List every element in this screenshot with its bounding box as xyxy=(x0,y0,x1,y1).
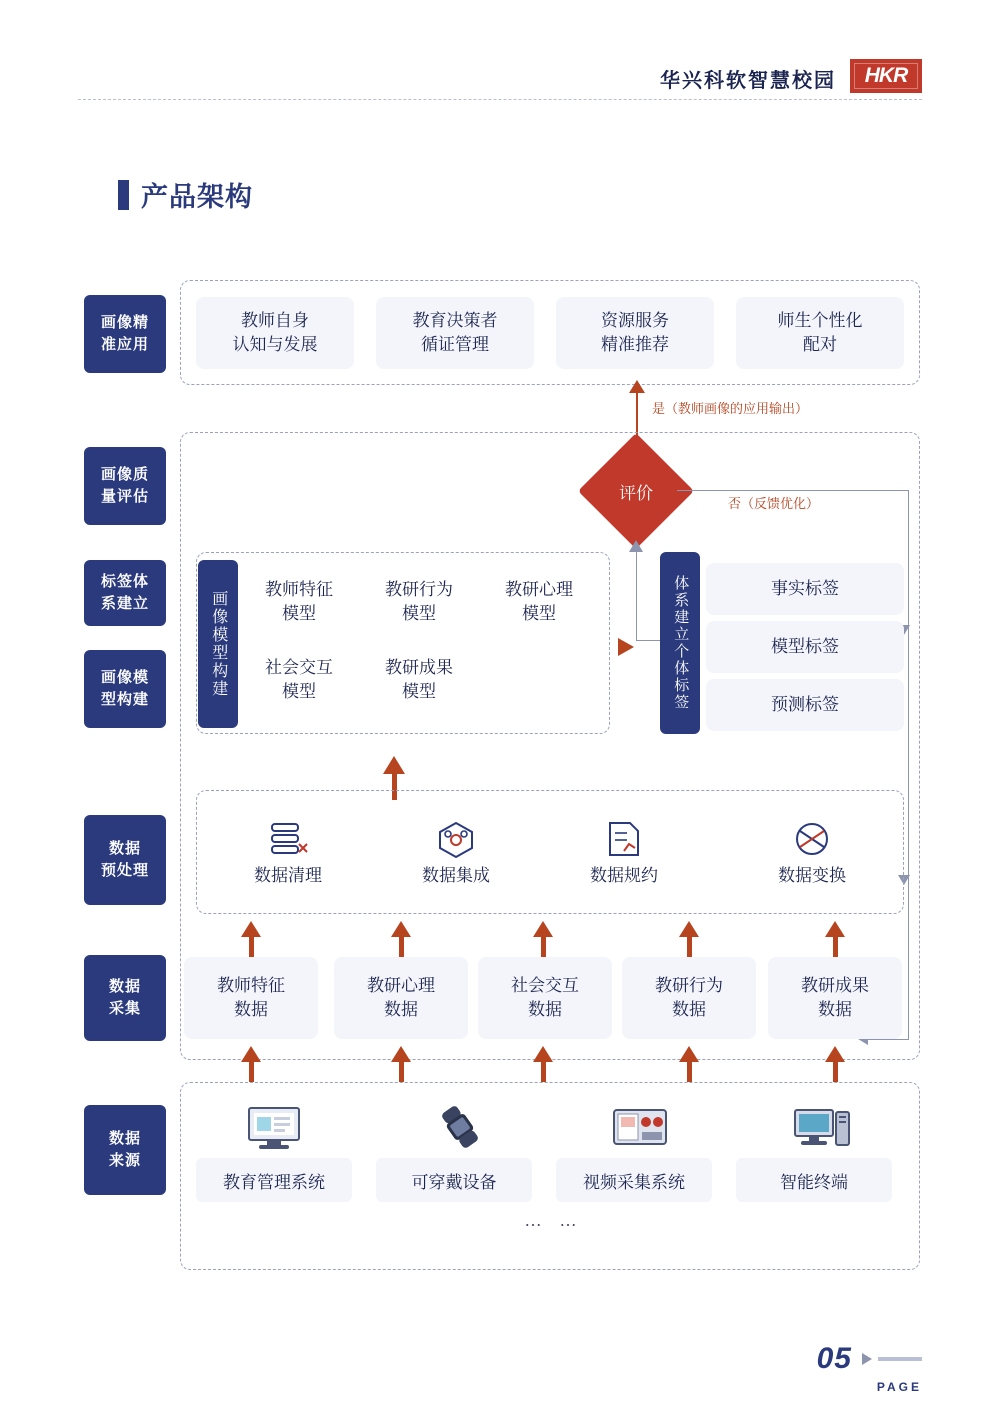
eval-to-apply-arrow xyxy=(629,380,645,393)
source-arrow-3 xyxy=(679,1046,699,1062)
collect-card-0[interactable] xyxy=(184,957,318,1039)
source-card-3-label: 智能终端 xyxy=(780,1172,848,1192)
collect-arrow-2 xyxy=(533,921,553,937)
collect-card-2[interactable] xyxy=(478,957,612,1039)
collect-arrow-line-2 xyxy=(541,935,546,957)
source-arrow-line-3 xyxy=(687,1060,692,1082)
collect-arrow-3 xyxy=(679,921,699,937)
apply-card-1-line1: 教育决策者 xyxy=(412,311,498,331)
apply-card-3[interactable] xyxy=(736,297,904,369)
collect-arrow-line-3 xyxy=(687,935,692,957)
model-vertical-label: 画像模型构建 xyxy=(198,560,238,728)
evaluation-node-label: 评价 xyxy=(619,483,653,503)
tag-to-eval-line xyxy=(636,552,637,640)
collect-card-4-line1: 教研成果 xyxy=(801,976,869,996)
tag-card-0-label: 事实标签 xyxy=(771,579,839,599)
collect-arrow-line-0 xyxy=(249,935,254,957)
collect-card-1-line1: 教研心理 xyxy=(367,976,435,996)
collect-card-3-line2: 数据 xyxy=(672,1000,706,1019)
collect-card-4[interactable] xyxy=(768,957,902,1039)
model-card-4-line2: 模型 xyxy=(402,682,436,701)
preprocess-card-0-label: 数据清理 xyxy=(254,866,322,886)
page-footer xyxy=(817,1342,922,1376)
section-title: 产品架构 xyxy=(141,182,253,212)
section-title-bar xyxy=(118,180,129,210)
model-card-2[interactable] xyxy=(484,570,594,634)
lane-label-apply xyxy=(84,295,166,373)
model-card-1[interactable] xyxy=(364,570,474,634)
preprocess-card-1[interactable] xyxy=(380,806,532,898)
model-card-0[interactable] xyxy=(244,570,354,634)
lane-label-source xyxy=(84,1105,166,1195)
collect-arrow-0 xyxy=(241,921,261,937)
apply-card-0-line1: 教师自身 xyxy=(241,311,309,331)
header-title: 华兴科软智慧校园 xyxy=(660,70,836,92)
lane-label-collect xyxy=(84,955,166,1041)
collect-card-0-line1: 教师特征 xyxy=(217,976,285,996)
source-arrow-line-1 xyxy=(399,1060,404,1082)
source-arrow-4 xyxy=(825,1046,845,1062)
feedback-line-top xyxy=(677,490,909,491)
source-card-2[interactable] xyxy=(556,1158,712,1202)
preprocess-to-model-arrow xyxy=(383,756,405,774)
collect-card-1[interactable] xyxy=(334,957,468,1039)
lane-label-tag-text: 标签体 系建立 xyxy=(100,573,149,612)
model-card-3-line2: 模型 xyxy=(282,682,316,701)
source-card-3[interactable] xyxy=(736,1158,892,1202)
monitor-icon xyxy=(232,1100,316,1154)
source-arrow-1 xyxy=(391,1046,411,1062)
preprocess-card-3-label: 数据变换 xyxy=(778,866,846,886)
apply-card-0[interactable] xyxy=(196,297,354,369)
page-word: PAGE xyxy=(876,1380,922,1394)
eval-yes-note: 是（教师画像的应用输出） xyxy=(652,401,809,416)
lane-label-preprocess xyxy=(84,815,166,905)
lane-label-apply-text: 画像精 准应用 xyxy=(100,314,149,353)
data-integration-icon xyxy=(428,816,484,862)
preprocess-card-1-label: 数据集成 xyxy=(422,866,490,886)
preprocess-card-0[interactable] xyxy=(212,806,364,898)
desktop-terminal-icon xyxy=(780,1100,864,1154)
source-card-0[interactable] xyxy=(196,1158,352,1202)
collect-card-3[interactable] xyxy=(622,957,756,1039)
source-arrow-0 xyxy=(241,1046,261,1062)
collect-arrow-1 xyxy=(391,921,411,937)
data-cleaning-icon xyxy=(260,816,316,862)
model-card-3-line1: 社会交互 xyxy=(265,658,333,678)
model-card-1-line2: 模型 xyxy=(402,604,436,623)
collect-arrow-line-1 xyxy=(399,935,404,957)
source-arrow-line-2 xyxy=(541,1060,546,1082)
collect-card-3-line1: 教研行为 xyxy=(655,976,723,996)
brand-logo: HKR xyxy=(850,59,922,93)
collect-arrow-4 xyxy=(825,921,845,937)
eval-no-note: 否（反馈优化） xyxy=(728,496,820,511)
model-to-tag-arrow xyxy=(618,638,634,656)
source-card-0-label: 教育管理系统 xyxy=(223,1172,325,1192)
page-header xyxy=(78,60,922,100)
data-reduction-icon xyxy=(596,816,652,862)
collect-card-2-line1: 社会交互 xyxy=(511,976,579,996)
source-card-1-label: 可穿戴设备 xyxy=(411,1172,497,1192)
tag-vertical-label: 体系建立个体标签 xyxy=(660,552,700,734)
apply-card-2-line1: 资源服务 xyxy=(601,311,669,331)
lane-label-model-text: 画像模 型构建 xyxy=(100,669,149,708)
apply-card-1[interactable] xyxy=(376,297,534,369)
page-number: 05 xyxy=(816,1342,852,1375)
model-card-2-line2: 模型 xyxy=(522,604,556,623)
data-transform-icon xyxy=(784,816,840,862)
source-card-1[interactable] xyxy=(376,1158,532,1202)
collect-card-4-line2: 数据 xyxy=(818,1000,852,1019)
model-card-2-line1: 教研心理 xyxy=(505,580,573,600)
model-card-1-line1: 教研行为 xyxy=(385,580,453,600)
section-title-group xyxy=(118,175,253,214)
model-card-0-line2: 模型 xyxy=(282,604,316,623)
tag-card-2-label: 预测标签 xyxy=(771,695,839,715)
apply-card-2[interactable] xyxy=(556,297,714,369)
model-card-4-line1: 教研成果 xyxy=(385,658,453,678)
preprocess-card-3[interactable] xyxy=(736,806,888,898)
apply-card-2-line2: 精准推荐 xyxy=(601,335,669,354)
apply-card-3-line1: 师生个性化 xyxy=(777,311,863,331)
collect-card-0-line2: 数据 xyxy=(234,1000,268,1019)
collect-arrow-line-4 xyxy=(833,935,838,957)
source-more-dots: … … xyxy=(524,1210,584,1230)
tag-to-eval-arrow xyxy=(629,540,643,552)
tag-card-1-label: 模型标签 xyxy=(771,637,839,657)
lane-label-source-text: 数据 来源 xyxy=(108,1130,141,1169)
tag-card-1[interactable] xyxy=(706,621,904,673)
wearable-icon xyxy=(418,1100,502,1154)
source-arrow-2 xyxy=(533,1046,553,1062)
model-card-3[interactable] xyxy=(244,648,354,712)
apply-card-3-line2: 配对 xyxy=(803,335,837,354)
model-card-4[interactable] xyxy=(364,648,474,712)
lane-label-quality xyxy=(84,447,166,525)
collect-card-2-line2: 数据 xyxy=(528,1000,562,1019)
lane-label-model xyxy=(84,650,166,728)
tag-card-2[interactable] xyxy=(706,679,904,731)
lane-label-preprocess-text: 数据 预处理 xyxy=(100,840,149,879)
collect-card-1-line2: 数据 xyxy=(384,1000,418,1019)
camera-system-icon xyxy=(598,1100,682,1154)
tag-card-0[interactable] xyxy=(706,563,904,615)
page-arrow-icon xyxy=(862,1353,872,1365)
preprocess-card-2[interactable] xyxy=(548,806,700,898)
page-rule xyxy=(878,1357,922,1361)
preprocess-card-2-label: 数据规约 xyxy=(590,866,658,886)
source-arrow-line-4 xyxy=(833,1060,838,1082)
feedback-line-right xyxy=(908,490,909,1040)
lane-label-tag xyxy=(84,560,166,626)
source-card-2-label: 视频采集系统 xyxy=(583,1172,685,1192)
apply-card-1-line2: 循证管理 xyxy=(421,335,489,354)
evaluation-node-label-wrap xyxy=(595,450,677,532)
lane-label-collect-text: 数据 采集 xyxy=(108,978,141,1017)
model-card-0-line1: 教师特征 xyxy=(265,580,333,600)
source-arrow-line-0 xyxy=(249,1060,254,1082)
apply-card-0-line2: 认知与发展 xyxy=(232,335,318,354)
feedback-line-bottom xyxy=(862,1039,909,1040)
lane-label-quality-text: 画像质 量评估 xyxy=(100,466,149,505)
